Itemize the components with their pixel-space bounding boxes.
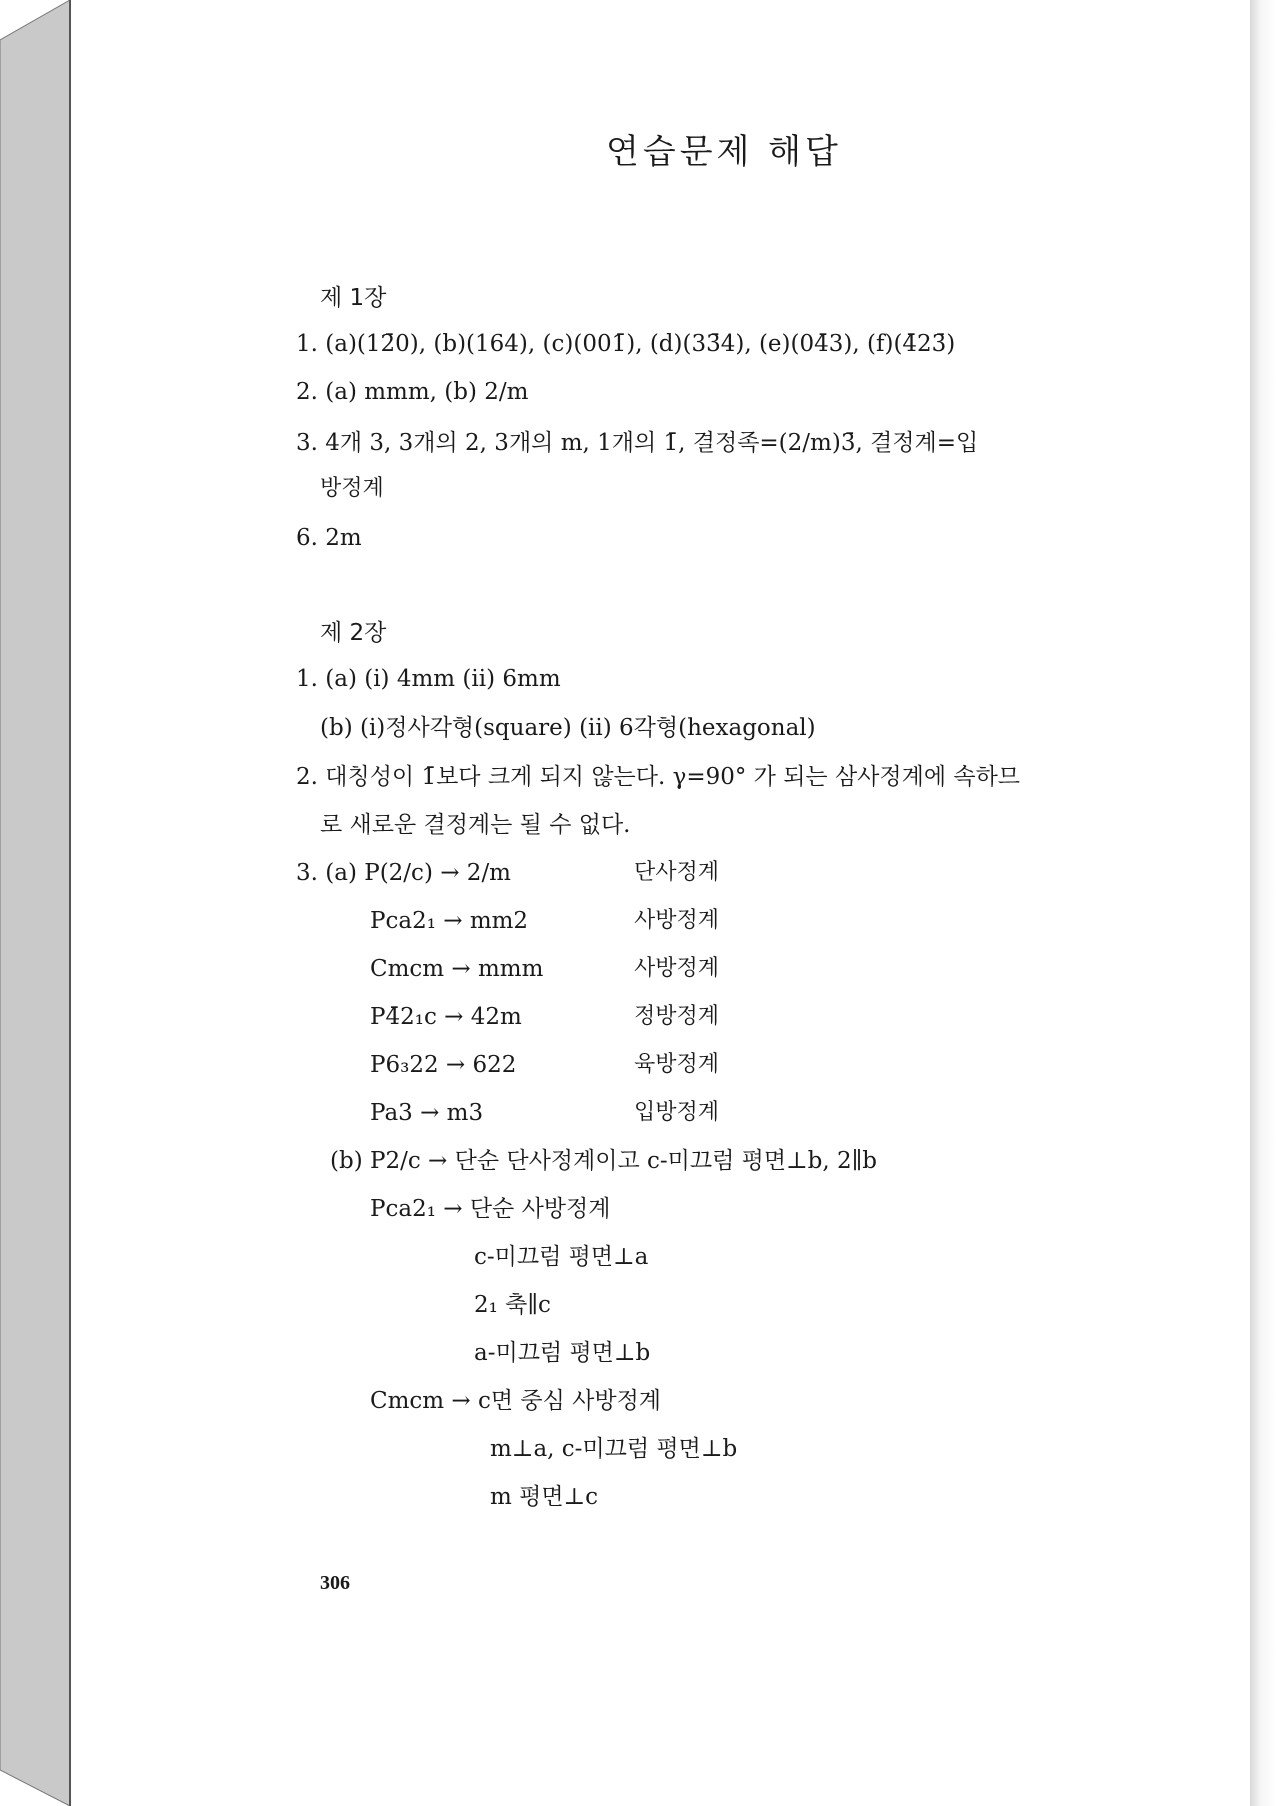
- answer-line: 3. 4개 3, 3개의 2, 3개의 m, 1개의 1̄, 결정족=(2/m)3̄, 결정계=입: [296, 430, 979, 456]
- space-group-line: P4̄2₁c → 42m: [370, 1004, 522, 1030]
- answer-line: 1. (a) (i) 4mm (ii) 6mm: [296, 666, 561, 692]
- answer-line: a-미끄럼 평면⊥b: [474, 1340, 651, 1366]
- answer-line: Pca2₁ → 단순 사방정계: [370, 1196, 611, 1222]
- answer-line: (b) P2/c → 단순 단사정계이고 c-미끄럼 평면⊥b, 2∥b: [330, 1148, 877, 1174]
- space-group-line: Cmcm → mmm: [370, 956, 544, 982]
- page-sheet: [78, 2, 1250, 1804]
- answer-line: Cmcm → c면 중심 사방정계: [370, 1388, 662, 1414]
- space-group-line: Pa3 → m3: [370, 1100, 484, 1126]
- crystal-system: 단사정계: [634, 860, 720, 885]
- answer-line: 2. (a) mmm, (b) 2/m: [296, 379, 529, 405]
- answer-line: m 평면⊥c: [490, 1484, 599, 1510]
- crystal-system: 사방정계: [634, 908, 720, 933]
- answer-line: (b) (i)정사각형(square) (ii) 6각형(hexagonal): [320, 715, 816, 741]
- chapter-heading: 제 2장: [320, 620, 387, 646]
- answer-line: 1. (a)(12̄0), (b)(164), (c)(001̄), (d)(33̄4), (e)(04̄3), (f)(4̄23̄): [296, 331, 956, 357]
- crystal-system: 사방정계: [634, 956, 720, 981]
- answer-line: 2. 대칭성이 1̄보다 크게 되지 않는다. γ=90° 가 되는 삼사정계에 속하므: [296, 764, 1021, 790]
- chapter-heading: 제 1장: [320, 285, 387, 311]
- crystal-system: 육방정계: [634, 1052, 720, 1077]
- space-group-line: Pca2₁ → mm2: [370, 908, 529, 934]
- answer-line: c-미끄럼 평면⊥a: [474, 1244, 649, 1270]
- space-group-line: 3. (a) P(2/c) → 2/m: [296, 860, 511, 886]
- page-number: 306: [320, 1572, 350, 1594]
- page-edge: [1250, 0, 1277, 1806]
- crystal-system: 입방정계: [634, 1100, 720, 1125]
- answer-line: 방정계: [320, 476, 384, 501]
- crystal-system: 정방정계: [634, 1004, 720, 1029]
- space-group-line: P6₃22 → 622: [370, 1052, 517, 1078]
- answer-line: m⊥a, c-미끄럼 평면⊥b: [490, 1436, 738, 1462]
- answer-line: 6. 2m: [296, 525, 362, 551]
- page-title: 연습문제 해답: [606, 132, 842, 172]
- answer-line: 2₁ 축∥c: [474, 1292, 551, 1318]
- answer-line: 로 새로운 결정계는 될 수 없다.: [320, 812, 631, 838]
